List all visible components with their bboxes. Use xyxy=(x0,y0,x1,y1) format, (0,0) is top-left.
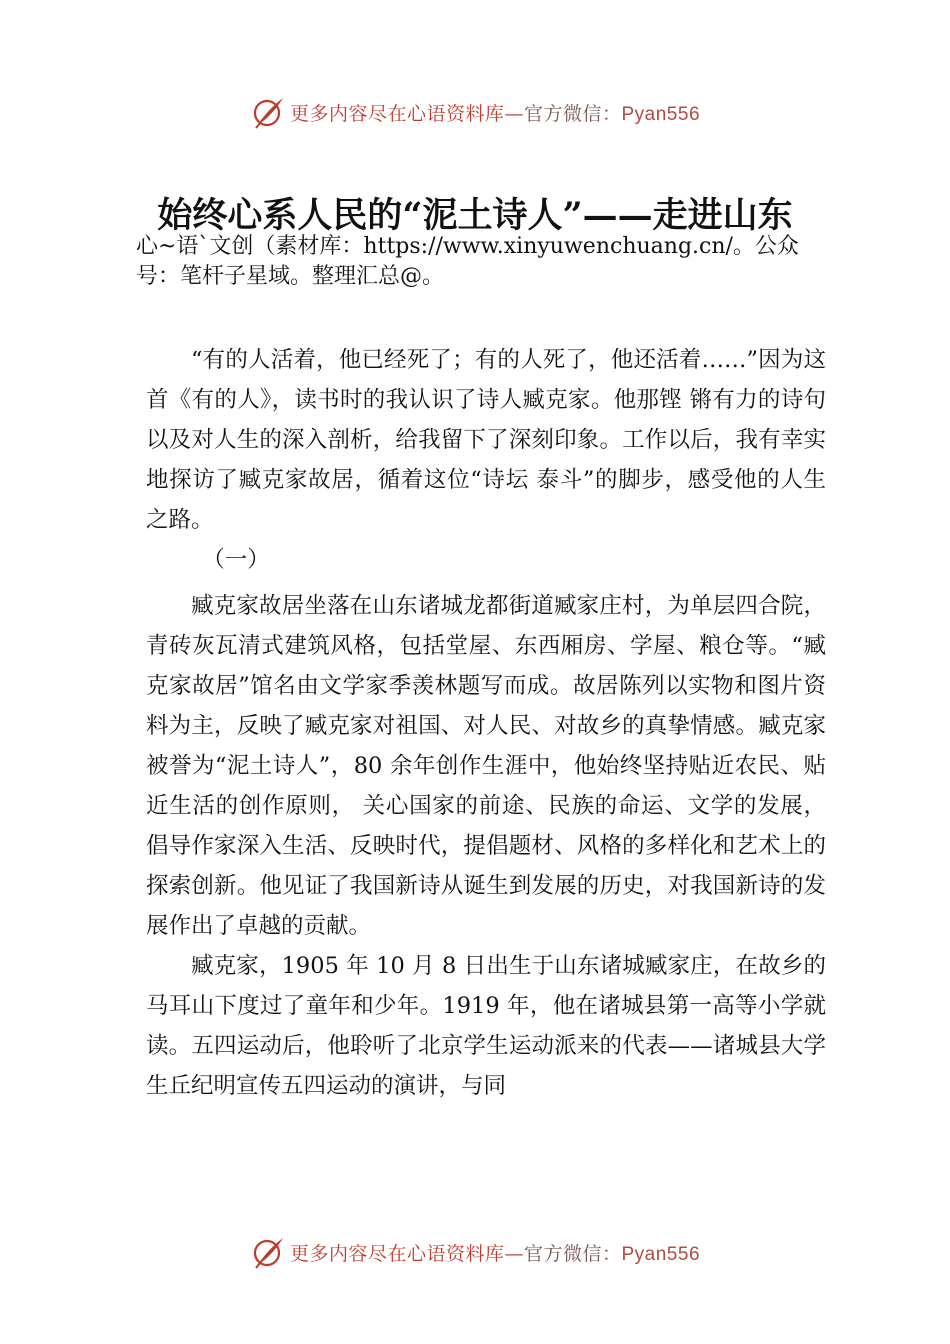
section-heading: （一） xyxy=(202,547,270,573)
paragraph: “有的人活着，他已经死了；有的人死了，他还活着……”因为这首《有的人》，读书时的我认识了诗人臧克家。他那铿 锵有力的诗句以及对人生的深入剖析，给我留下了深刻印象。工作以后，我有幸实地探访了臧克家故居，循着这位“诗坛 泰斗”的脚步，感受他的人生之路。 xyxy=(146,347,826,533)
paragraph: 臧克家故居坐落在山东诸城龙都街道臧家庄村，为单层四合院，青砖灰瓦清式建筑风格，包括堂屋、东西厢房、学屋、粮仓等。“臧克家故居”馆名由文学家季羡林题写而成。故居陈列以实物和图片资料为主，反映了臧克家对祖国、对人民、对故乡的真挚情感。臧克家被誉为“泥土诗人”，80 余年创作生涯中，他始终坚持贴近农民、贴近生活的创作原则， 关心国家的前途、民族的命运、文学的发展，倡导作家深入生活、反映时代，提倡题材、风格的多样化和艺术上的探索创新。他见证了我国新诗从诞生到发展的历史，对我国新诗的发展作出了卓越的贡献。 xyxy=(146,593,826,939)
quill-pen-icon xyxy=(250,94,286,130)
header-banner xyxy=(0,92,950,132)
banner-text: 更多内容尽在心语资料库—官方微信：Pyan556 xyxy=(289,1242,701,1265)
paragraph: 臧克家，1905 年 10 月 8 日出生于山东诸城臧家庄，在故乡的马耳山下度过了童年和少年。1919 年，他在诸城县第一高等小学就读。五四运动后，他聆听了北京学生运动派来的代表——诸城县大学生丘纪明宣传五四运动的演讲，与同 xyxy=(146,953,826,1099)
footer-banner xyxy=(0,1232,950,1272)
document-title: 始终心系人民的“泥土诗人”——走进山东 xyxy=(157,195,793,236)
banner-text: 更多内容尽在心语资料库—官方微信：Pyan556 xyxy=(289,102,701,125)
source-line: 心~语`文创（素材库：https://www.xinyuwenchuang.cn/。公众号：笔杆子星域。整理汇总@。 xyxy=(136,234,799,289)
quill-pen-icon xyxy=(250,1234,286,1270)
document-body xyxy=(146,340,826,1106)
